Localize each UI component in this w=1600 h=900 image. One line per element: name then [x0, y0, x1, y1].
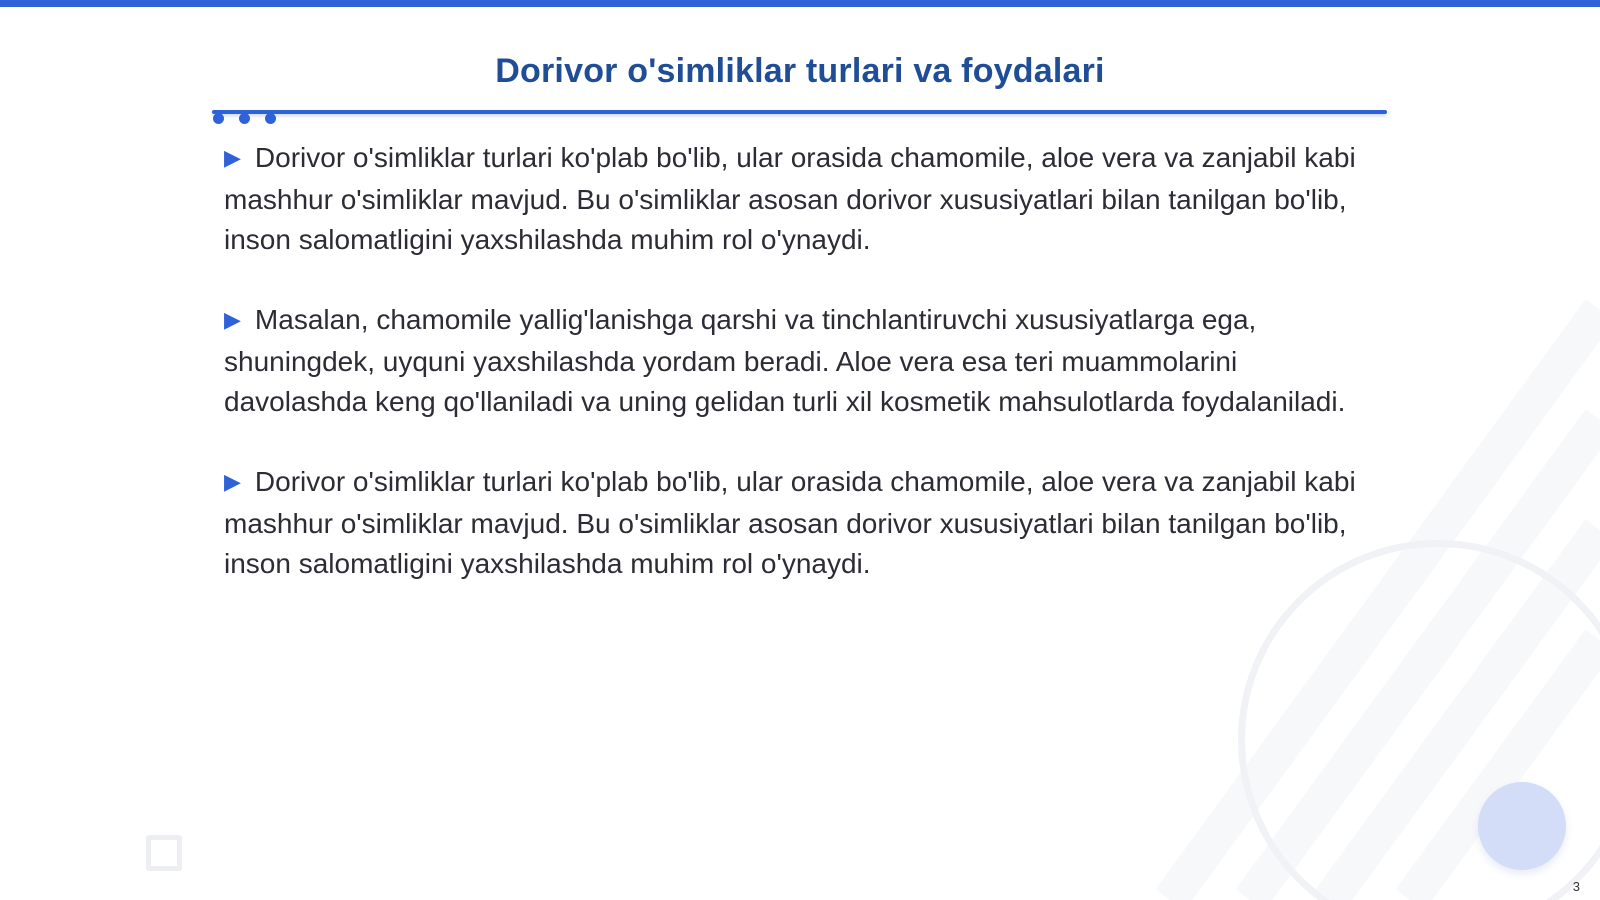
decorative-dot: [265, 113, 276, 124]
bullet-paragraph: [224, 300, 1364, 422]
decorative-square: [146, 835, 182, 871]
triangle-right-icon: ▶: [224, 307, 241, 332]
top-accent-bar: [0, 0, 1600, 7]
paragraph-text: Dorivor o'simliklar turlari ko'plab bo'lib, ular orasida chamomile, aloe vera va zanjabil kabi mashhur o'simliklar mavjud. Bu o'simliklar asosan dorivor xususiyatlari bilan tanilgan bo'lib, inson salomatligini yaxshilashda muhim rol o'ynaydi.: [224, 142, 1356, 255]
paragraph-text: Dorivor o'simliklar turlari ko'plab bo'lib, ular orasida chamomile, aloe vera va zanjabil kabi mashhur o'simliklar mavjud. Bu o'simliklar asosan dorivor xususiyatlari bilan tanilgan bo'lib, inson salomatligini yaxshilashda muhim rol o'ynaydi.: [224, 466, 1356, 579]
bullet-paragraph: [224, 138, 1364, 260]
triangle-right-icon: ▶: [224, 469, 241, 494]
decorative-dot: [213, 113, 224, 124]
slide-body: [224, 138, 1364, 624]
page-number: 3: [1572, 879, 1580, 894]
slide-title: Dorivor o'simliklar turlari va foydalari: [495, 52, 1105, 90]
paragraph-text: Masalan, chamomile yallig'lanishga qarshi va tinchlantiruvchi xususiyatlarga ega, shuningdek, uyquni yaxshilashda yordam beradi. Aloe vera esa teri muammolarini davolashda keng qo'llaniladi va uning gelidan turli xil kosmetik mahsulotlarda foydalaniladi.: [224, 304, 1346, 417]
bullet-paragraph: [224, 462, 1364, 584]
title-underline: [212, 110, 1387, 114]
decorative-circle: [1478, 782, 1566, 870]
triangle-right-icon: ▶: [224, 145, 241, 170]
decorative-dot: [239, 113, 250, 124]
